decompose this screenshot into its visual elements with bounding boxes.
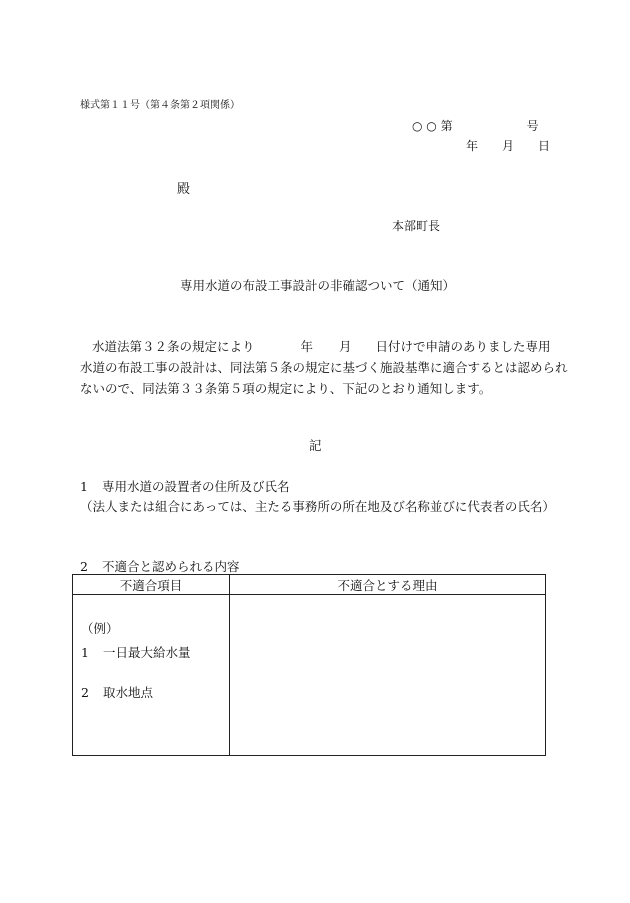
table-header-row [73, 575, 546, 595]
reason-cell[interactable] [230, 595, 546, 756]
example-item-1 [81, 643, 229, 661]
body-month-unit: 月 [339, 339, 352, 354]
document-title: 専用水道の布設工事設計の非確認ついて（通知） [180, 278, 456, 293]
example-item-2-text: 取水地点 [102, 685, 153, 700]
item-2-heading [80, 557, 239, 575]
item-1-heading [80, 477, 289, 495]
example-label: （例） [81, 621, 119, 636]
body-line-1-start: 水道法第３２条の規定により [92, 339, 255, 354]
example-item-1-number: 1 [81, 645, 89, 660]
item-2-number: 2 [80, 559, 88, 574]
addressee-honorific: 殿 [177, 182, 191, 197]
document-number-prefix: ○ ○ 第 [412, 119, 453, 133]
table-row [73, 595, 546, 756]
issuer-name: 本部町長 [392, 219, 441, 233]
body-line-3: ないので、同法第３３条第５項の規定により、下記のとおり通知します。 [80, 381, 492, 396]
body-line-1-end: 日付けで申請のありました専用 [375, 339, 551, 354]
document-date [466, 137, 550, 154]
body-line-1 [80, 336, 552, 357]
ki-heading: 記 [309, 438, 322, 453]
example-item-2-number: 2 [81, 685, 89, 700]
document-number-suffix: 号 [526, 119, 539, 133]
form-number: 様式第１１号（第４条第２項関係） [80, 100, 240, 111]
date-month: 月 [502, 139, 515, 153]
nonconforming-items-cell [73, 595, 230, 756]
date-year: 年 [466, 139, 479, 153]
item-1-text: 専用水道の設置者の住所及び氏名 [101, 479, 290, 494]
nonconformity-table [72, 574, 546, 756]
item-1-note: （法人または組合にあっては、主たる事務所の所在地及び名称並びに代表者の氏名） [80, 499, 555, 514]
example-item-2 [81, 683, 229, 701]
date-day: 日 [538, 139, 551, 153]
item-1-number: 1 [80, 479, 88, 494]
body-year-unit: 年 [300, 339, 314, 354]
body-line-2: 水道の布設工事の設計は、同法第５条の規定に基づく施設基準に適合するとは認められ [80, 360, 568, 375]
item-2-text: 不適合と認められる内容 [101, 559, 240, 574]
header-nonconforming-item: 不適合項目 [73, 575, 230, 595]
example-item-1-text: 一日最大給水量 [102, 645, 191, 660]
document-number [412, 117, 539, 134]
header-reason: 不適合とする理由 [230, 575, 546, 595]
body-paragraph [80, 336, 568, 399]
